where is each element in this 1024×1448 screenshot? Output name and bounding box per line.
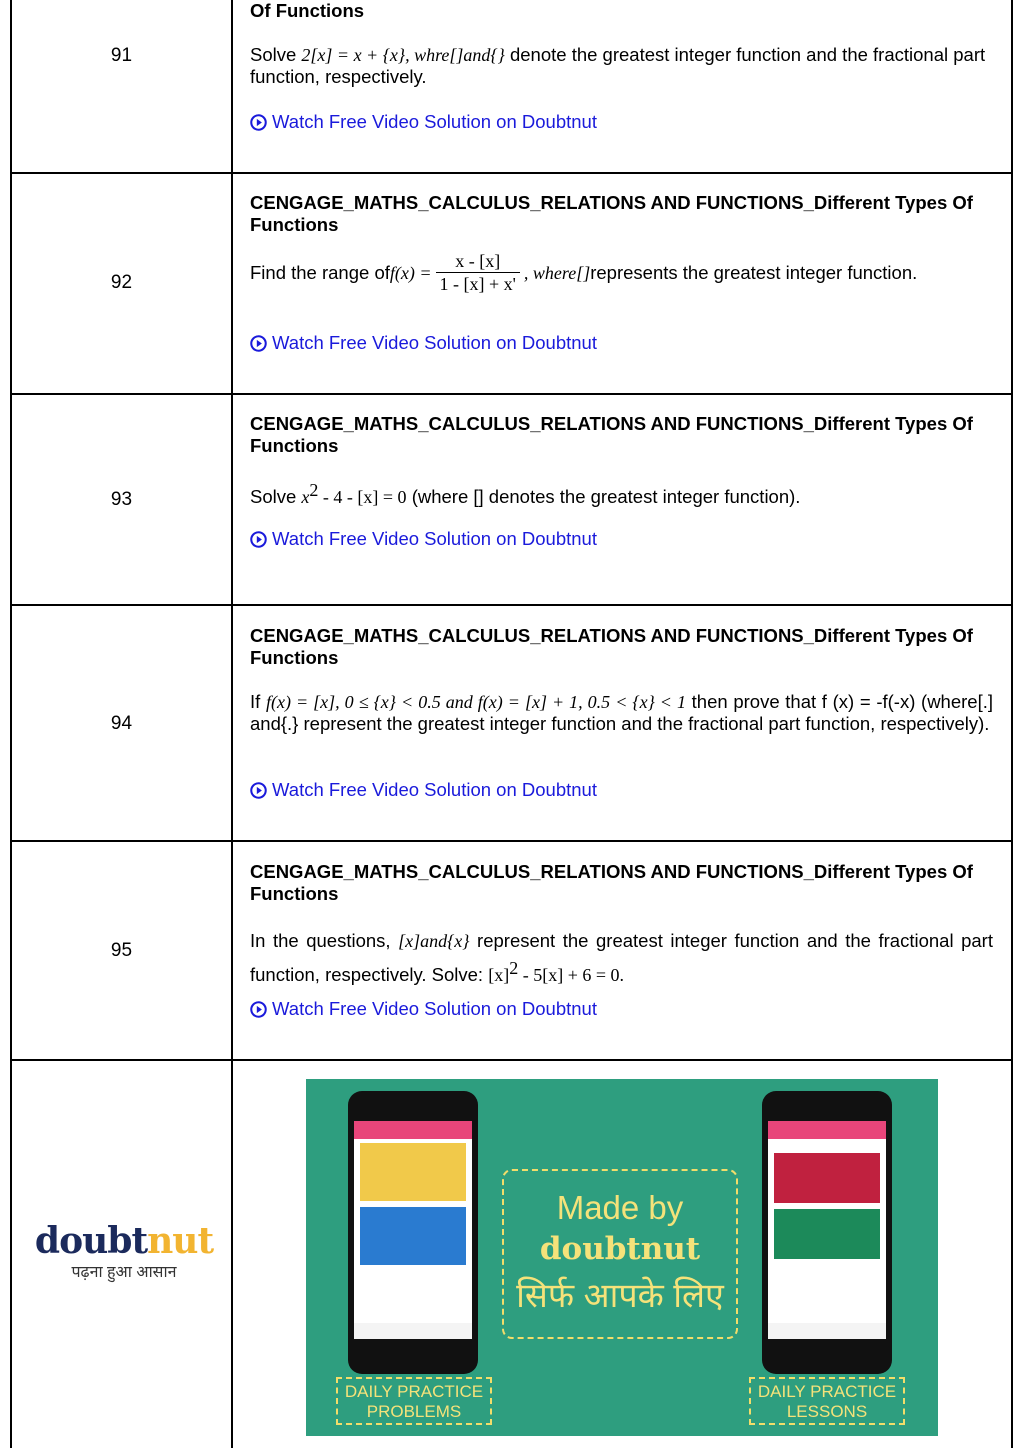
question-text: Find the range of f(x) = $\frac{x - [x]}{1 - [x] + x'}$ , where[] represents the greatest integer function. bbox=[250, 251, 918, 294]
phone-screen bbox=[354, 1121, 472, 1339]
row-divider bbox=[10, 393, 1013, 395]
phone-mockup-left bbox=[348, 1091, 478, 1374]
question-cell bbox=[250, 413, 993, 508]
play-circle-icon bbox=[250, 531, 267, 548]
made-by-box bbox=[502, 1169, 738, 1339]
column-divider bbox=[231, 0, 233, 1448]
logo-wordmark: doubtnut bbox=[34, 1220, 214, 1262]
question-number: 93 bbox=[110, 489, 133, 510]
watch-video-label: Watch Free Video Solution on Doubtnut bbox=[272, 998, 597, 1019]
question-number: 95 bbox=[110, 940, 133, 961]
category-heading: CENGAGE_MATHS_CALCULUS_RELATIONS AND FUNCTIONS_Different Types Of Functions bbox=[250, 625, 973, 668]
play-circle-icon bbox=[250, 114, 267, 131]
question-number: 91 bbox=[110, 45, 133, 66]
doubtnut-logo bbox=[24, 1220, 224, 1282]
question-number: 94 bbox=[110, 713, 133, 734]
category-heading: Of Functions bbox=[250, 0, 365, 21]
row-divider bbox=[10, 1059, 1013, 1061]
question-cell bbox=[250, 625, 993, 735]
question-cell bbox=[250, 0, 993, 88]
category-heading: CENGAGE_MATHS_CALCULUS_RELATIONS AND FUNCTIONS_Different Types Of Functions bbox=[250, 192, 973, 235]
daily-practice-lessons-tag: DAILY PRACTICE LESSONS bbox=[749, 1377, 905, 1425]
phone-mockup-right bbox=[762, 1091, 892, 1374]
watch-video-label: Watch Free Video Solution on Doubtnut bbox=[272, 528, 597, 549]
row-divider bbox=[10, 840, 1013, 842]
play-circle-icon bbox=[250, 1001, 267, 1018]
daily-practice-problems-tag: DAILY PRACTICE PROBLEMS bbox=[336, 1377, 492, 1425]
logo-tagline: पढ़ना हुआ आसान bbox=[71, 1264, 177, 1281]
made-by-text: Made by bbox=[556, 1189, 684, 1226]
phone-screen bbox=[768, 1121, 886, 1339]
row-divider bbox=[10, 604, 1013, 606]
question-cell bbox=[250, 192, 993, 295]
question-text: In the questions, [x]and{x} represent the greatest integer function and the fractional part function, respectively. Solve: $[x]^2 - 5[x] + 6 = 0$. bbox=[250, 930, 993, 986]
watch-video-label: Watch Free Video Solution on Doubtnut bbox=[272, 332, 597, 353]
banner-hindi-text: सिर्फ आपके लिए bbox=[516, 1277, 724, 1315]
watch-video-link[interactable] bbox=[250, 111, 597, 133]
question-text: Solve $x^2 - 4 - [x] = 0$ (where [] denotes the greatest integer function). bbox=[250, 480, 801, 508]
watch-video-link[interactable] bbox=[250, 528, 597, 550]
question-text: Solve 2[x] = x + {x}, whre[]and{} denote the greatest integer function and the fractional part function, respectively. bbox=[250, 44, 986, 87]
watch-video-link[interactable] bbox=[250, 779, 597, 801]
play-circle-icon bbox=[250, 782, 267, 799]
category-heading: CENGAGE_MATHS_CALCULUS_RELATIONS AND FUNCTIONS_Different Types Of Functions bbox=[250, 861, 973, 904]
question-cell bbox=[250, 861, 993, 989]
category-heading: CENGAGE_MATHS_CALCULUS_RELATIONS AND FUNCTIONS_Different Types Of Functions bbox=[250, 413, 973, 456]
row-divider bbox=[10, 172, 1013, 174]
watch-video-label: Watch Free Video Solution on Doubtnut bbox=[272, 111, 597, 132]
watch-video-link[interactable] bbox=[250, 332, 597, 354]
question-number: 92 bbox=[110, 272, 133, 293]
promo-banner bbox=[306, 1079, 938, 1436]
math-expression: 2[x] = x + {x}, whre[]and{} bbox=[301, 45, 505, 65]
banner-brand: doubtnut bbox=[539, 1231, 701, 1267]
play-circle-icon bbox=[250, 335, 267, 352]
math-fraction: $\frac{x - [x]}{1 - [x] + x'}$ bbox=[436, 250, 520, 295]
watch-video-label: Watch Free Video Solution on Doubtnut bbox=[272, 779, 597, 800]
question-text: If f(x) = [x], 0 ≤ {x} < 0.5 and f(x) = [x] + 1, 0.5 < {x} < 1 then prove that f (x) = -f(-x) (where[.] and{.} represent the greatest integer function and the fractional part function, respectively). bbox=[250, 691, 994, 734]
watch-video-link[interactable] bbox=[250, 998, 597, 1020]
